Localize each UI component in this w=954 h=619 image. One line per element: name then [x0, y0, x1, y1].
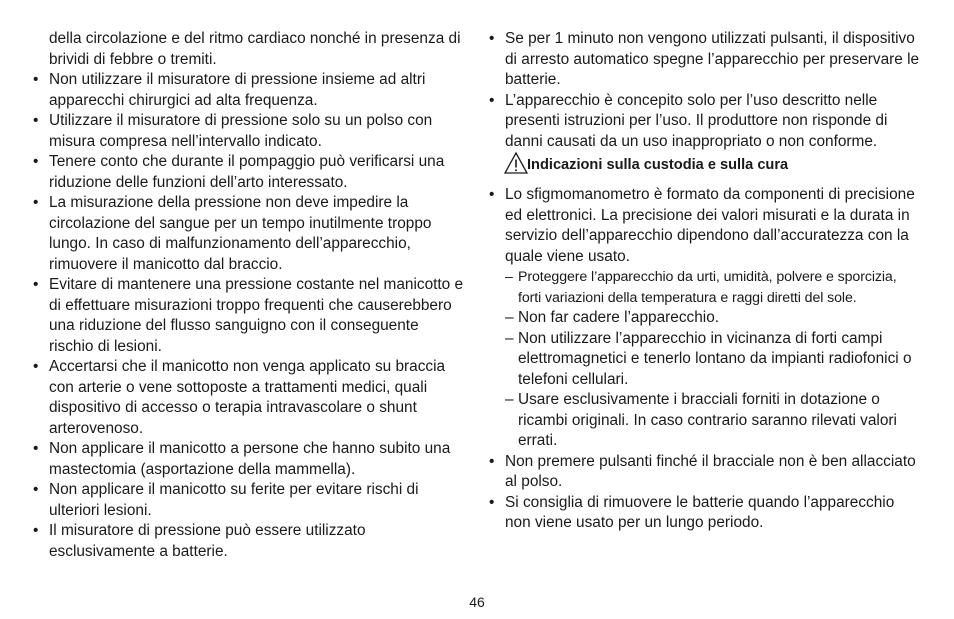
dash-item: – Proteggere l’apparecchio da urti, umidità, polvere e sporcizia, forti variazioni della temperatura e raggi diretti del sole.: [505, 269, 897, 306]
list-item: • Utilizzare il misuratore di pressione solo su un polso con misura compresa nell’intervallo indicato.: [33, 112, 433, 150]
right-column: [489, 29, 922, 534]
list-item: • Evitare di mantenere una pressione costante nel manicotto e di effettuare misurazioni troppo frequenti che causerebbero una riduzione del flusso sanguigno con il conseguente rischio di lesioni.: [33, 276, 464, 355]
dash-item: – Non far cadere l’apparecchio.: [505, 309, 720, 326]
section-heading-text: Indicazioni sulla custodia e sulla cura: [527, 157, 789, 173]
list-item: • Tenere conto che durante il pompaggio può verificarsi una riduzione delle funzioni dell’arto interessato.: [33, 153, 445, 191]
list-item: • Accertarsi che il manicotto non venga applicato su braccia con arterie o vene sottoposte a trattamenti medici, quali dispositivo di accesso o terapia intravascolare o shunt arterovenoso.: [33, 358, 446, 437]
list-item: • Non applicare il manicotto a persone che hanno subito una mastectomia (asportazione della mammella).: [33, 440, 451, 478]
dash-item: – Usare esclusivamente i bracciali forniti in dotazione o ricambi originali. In caso contrario saranno rilevati valori errati.: [505, 391, 897, 449]
left-column: [33, 29, 465, 562]
list-item: • Non premere pulsanti finché il bracciale non è ben allacciato al polso.: [489, 452, 916, 490]
continuation-text: della circolazione e del ritmo cardiaco nonché in presenza di brividi di febbre o tremiti.: [49, 30, 461, 68]
list-item: • Non utilizzare il misuratore di pressione insieme ad altri apparecchi chirurgici ad alta frequenza.: [33, 71, 426, 109]
section-heading: [489, 155, 922, 185]
list-item: • Se per 1 minuto non vengono utilizzati pulsanti, il dispositivo di arresto automatico spegne l’apparecchio per preservare le batterie.: [489, 30, 920, 88]
dash-item: – Non utilizzare l’apparecchio in vicinanza di forti campi elettromagnetici e tenerlo lontano da impianti radiofonici o telefoni cellulari.: [505, 329, 912, 388]
list-item: • Il misuratore di pressione può essere utilizzato esclusivamente a batterie.: [33, 522, 366, 560]
list-item: • Si consiglia di rimuovere le batterie quando l’apparecchio non viene usato per un lungo periodo.: [489, 493, 895, 531]
list-item: • Lo sfigmomanometro è formato da componenti di precisione ed elettronici. La precisione dei valori misurati e la durata in servizio dell’apparecchio dipendono dall’accuratezza con la quale viene usato.: [489, 186, 915, 265]
list-item: • La misurazione della pressione non deve impedire la circolazione del sangue per un tempo inutilmente troppo lungo. In caso di malfunzionamento dell’apparecchio, rimuovere il manicotto dal braccio.: [33, 194, 432, 273]
list-item: • Non applicare il manicotto su ferite per evitare rischi di ulteriori lesioni.: [33, 481, 419, 519]
warning-triangle-icon: [504, 151, 528, 175]
list-item: • L’apparecchio è concepito solo per l’uso descritto nelle presenti istruzioni per l’uso. Il produttore non risponde di danni causati da un uso inappropriato o non conforme.: [489, 91, 888, 150]
page-number: 46: [469, 594, 485, 610]
